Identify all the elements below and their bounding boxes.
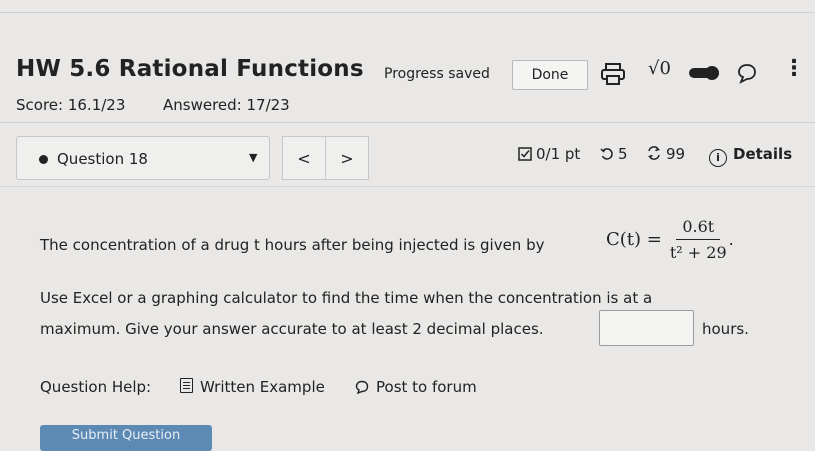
comment-bubble-icon xyxy=(355,380,369,394)
attempts-count: 99 xyxy=(666,145,686,163)
attempts-icon xyxy=(646,145,662,161)
submit-question-button[interactable]: Submit Question xyxy=(40,425,212,451)
written-example-link[interactable] xyxy=(180,378,325,396)
score-text: Score: 16.1/23 xyxy=(16,96,126,114)
next-question-button[interactable]: > xyxy=(325,136,369,180)
formula-lhs: C(t) = xyxy=(606,228,662,250)
comment-icon[interactable] xyxy=(736,62,758,84)
retries-count: 5 xyxy=(618,145,628,163)
concentration-formula xyxy=(606,211,734,267)
attempts-indicator xyxy=(646,145,685,163)
points-text: 0/1 pt xyxy=(536,145,581,163)
previous-question-button[interactable]: < xyxy=(282,136,326,180)
instruction-line-1: Use Excel or a graphing calculator to find the time when the concentration is at a xyxy=(40,289,653,307)
formula-numerator: 0.6t xyxy=(676,217,720,240)
question-select[interactable] xyxy=(16,136,270,180)
info-icon: i xyxy=(709,149,727,167)
post-to-forum-link[interactable] xyxy=(355,378,477,396)
points-indicator xyxy=(518,145,580,163)
more-vertical-icon[interactable]: ⋮ xyxy=(783,56,805,81)
formula-period: . xyxy=(728,229,734,249)
sqrt-icon[interactable]: √0 xyxy=(648,58,671,79)
retries-indicator xyxy=(600,145,628,163)
top-divider xyxy=(0,12,815,13)
post-to-forum-label: Post to forum xyxy=(376,378,477,396)
status-dot-icon xyxy=(39,155,48,164)
progress-status: Progress saved xyxy=(384,66,490,82)
answered-text: Answered: 17/23 xyxy=(163,96,290,114)
toggle-icon[interactable] xyxy=(688,65,722,81)
written-example-label: Written Example xyxy=(200,378,325,396)
details-label: Details xyxy=(733,145,793,163)
formula-fraction xyxy=(670,217,727,262)
details-button[interactable] xyxy=(709,145,792,167)
assignment-title: HW 5.6 Rational Functions xyxy=(16,56,364,82)
answer-input[interactable] xyxy=(599,310,694,346)
question-stem: The concentration of a drug t hours after being injected is given by xyxy=(40,236,545,254)
document-icon xyxy=(180,378,193,393)
done-button[interactable]: Done xyxy=(512,60,588,90)
header-divider xyxy=(0,122,815,123)
print-icon[interactable] xyxy=(599,62,627,86)
question-label: Question 18 xyxy=(57,150,148,168)
chevron-down-icon: ▼ xyxy=(249,151,258,164)
retry-icon xyxy=(600,147,614,161)
answer-unit: hours. xyxy=(702,320,749,338)
question-divider xyxy=(0,186,815,187)
instruction-line-2: maximum. Give your answer accurate to at least 2 decimal places. xyxy=(40,320,544,338)
checkbox-icon xyxy=(518,147,532,161)
question-help-label: Question Help: xyxy=(40,378,152,396)
formula-denominator: t² + 29 xyxy=(669,242,727,262)
